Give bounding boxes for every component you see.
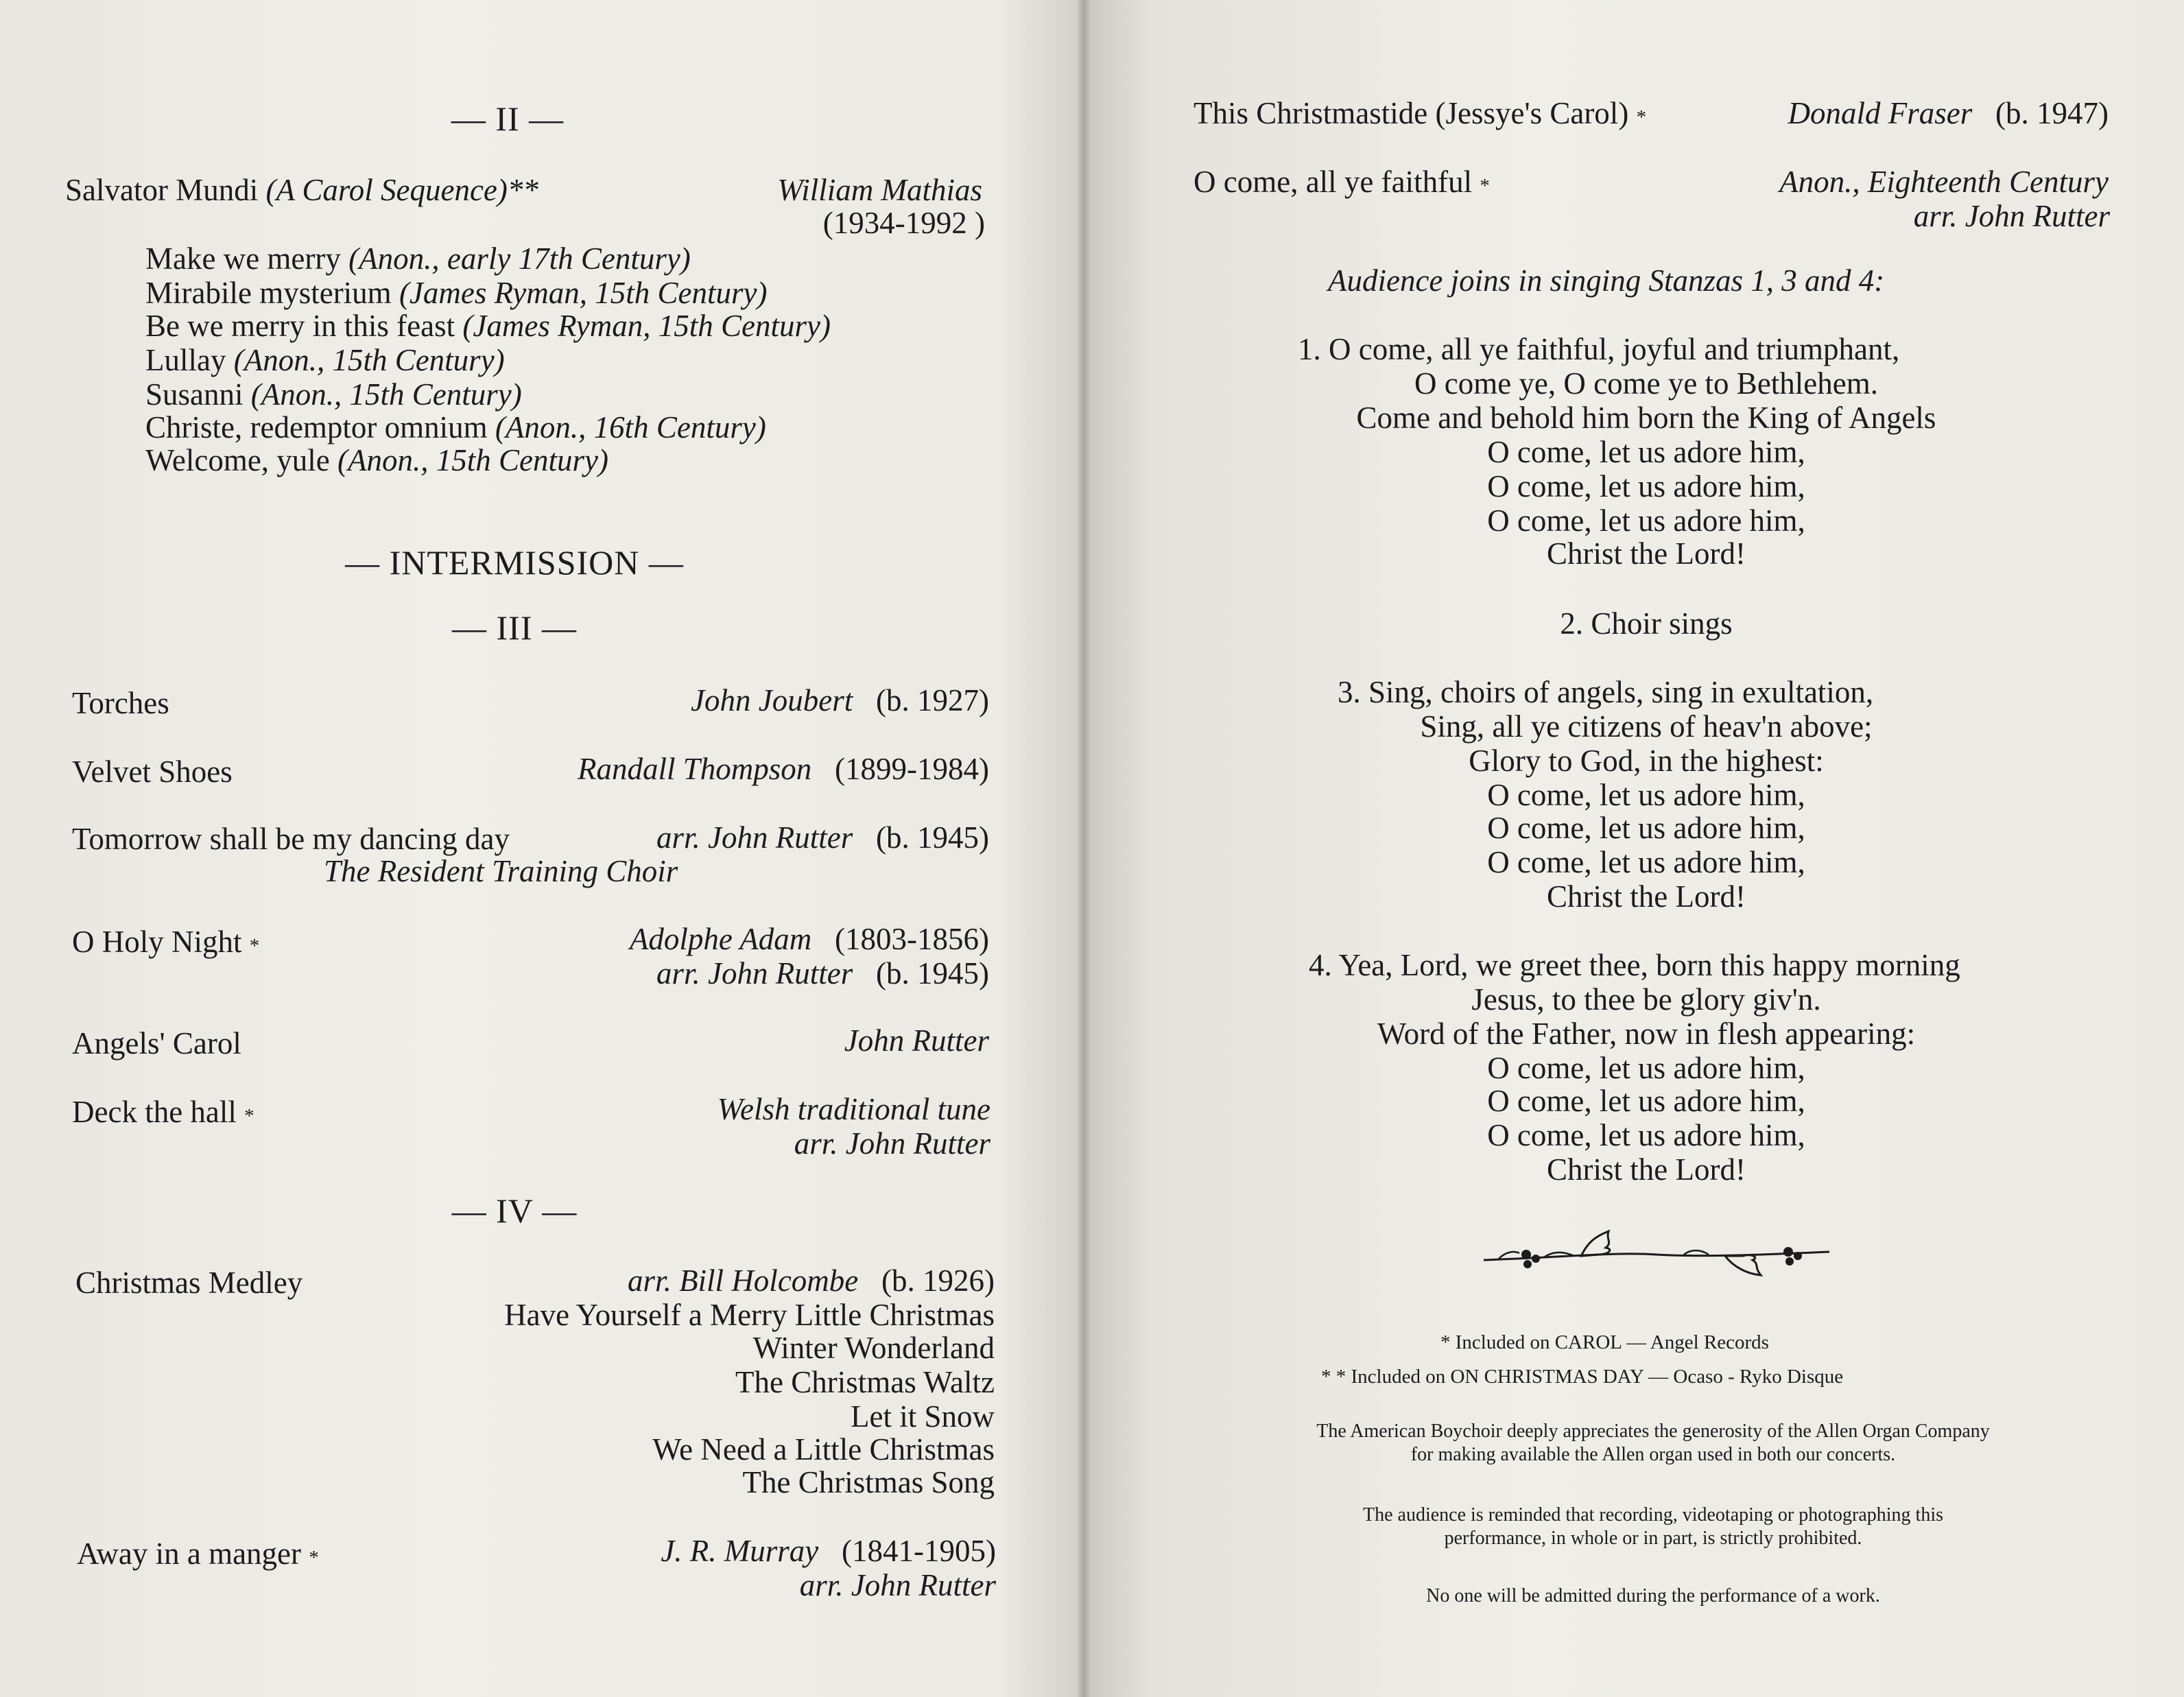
dates: (1899-1984) [835,752,989,786]
this-christmastide-title: This Christmastide [1194,96,1428,130]
stanza-3-line: O come, let us adore him, [1487,811,1805,845]
medley-song: The Christmas Waltz [735,1365,995,1399]
movement-title: Welcome, yule [145,443,330,477]
o-come-title-line [1194,165,1490,199]
o-come-title: O come, all ye faithful [1194,165,1473,199]
manger-credit [661,1534,996,1568]
dates: (1803-1856) [835,922,989,956]
stanza-1-line: O come, let us adore him, [1487,435,1805,469]
notice-line-1: The audience is reminded that recording, videotaping or photographing this [1363,1504,1943,1526]
stanza-3-line: O come, let us adore him, [1487,778,1805,812]
this-christmastide-title-line [1194,96,1646,130]
movement-source: (James Ryman, 15th Century) [399,276,768,310]
this-christmastide-subtitle: (Jessye's Carol) [1435,96,1629,130]
holly-sprig-icon [1478,1224,1835,1286]
movement-line [145,241,691,276]
stanza-1-line: O come, let us adore him, [1487,469,1805,503]
medley-song: Let it Snow [851,1399,995,1434]
footnote-mark: * [1636,106,1647,128]
stanza-4-line: O come, let us adore him, [1487,1118,1805,1152]
holy-night-title-line [72,925,259,959]
deck-hall-composer: Welsh traditional tune [717,1092,990,1126]
dates: (b. 1947) [1995,96,2109,130]
movement-source: (Anon., 15th Century) [250,377,522,412]
composer: Randall Thompson [578,752,812,786]
holy-night-credit [630,922,989,956]
notice-line-3: No one will be admitted during the performance of a work. [1426,1585,1880,1606]
composer: Donald Fraser [1788,96,1973,130]
salvator-title: Salvator Mundi [65,173,259,207]
thanks-line-2: for making available the Allen organ used in both our concerts. [1410,1444,1896,1465]
dates: (b. 1945) [876,820,989,855]
velvet-title: Velvet Shoes [72,755,233,789]
medley-song: The Christmas Song [742,1465,995,1499]
composer: J. R. Murray [661,1534,819,1568]
stanza-1-line: Christ the Lord! [1547,536,1746,571]
section-ii-heading: — II — [451,99,565,138]
salvator-title-line [65,173,538,207]
medley-song: We Need a Little Christmas [652,1432,995,1467]
medley-credit [628,1263,995,1298]
stanza-1-line: Come and behold him born the King of Angels [1356,401,1936,435]
stanza-1-line: O come ye, O come ye to Bethlehem. [1414,366,1879,401]
dates: (b. 1926) [881,1263,995,1298]
footnote-mark: * [244,1105,254,1127]
movement-line [145,377,522,412]
tomorrow-title: Tomorrow shall be my dancing day [72,822,510,856]
salvator-subtitle: (A Carol Sequence)** [265,173,538,207]
composer: Adolphe Adam [629,922,812,956]
manger-title-line [77,1536,319,1571]
stanza-3-line: Glory to God, in the highest: [1469,744,1824,778]
movement-line [145,443,608,477]
salvator-dates: (1934-1992 ) [822,206,985,240]
holy-night-arranger [656,956,989,990]
movement-source: (Anon., 15th Century) [233,343,505,377]
dates: (b. 1927) [876,683,989,717]
footnote-1: * Included on CAROL — Angel Records [1440,1331,1769,1353]
medley-title: Christmas Medley [75,1266,303,1300]
salvator-composer: William Mathias [777,173,982,207]
footnote-mark: * [309,1547,319,1569]
composer: arr. Bill Holcombe [628,1263,859,1298]
deck-hall-title: Deck the hall [72,1095,237,1129]
stanza-4-line: Christ the Lord! [1547,1152,1746,1187]
medley-song: Winter Wonderland [752,1331,995,1365]
book-gutter [1076,0,1092,1697]
composer: John Joubert [691,683,853,717]
stanza-4-line: O come, let us adore him, [1487,1051,1805,1085]
movement-line [145,276,768,310]
section-iii-heading: — III — [452,608,577,647]
dates: (b. 1945) [876,956,989,990]
movement-title: Make we merry [145,241,341,276]
dates: (1841-1905) [842,1534,996,1568]
stanza-3-line: O come, let us adore him, [1487,845,1805,879]
notice-line-2: performance, in whole or in part, is strictly prohibited. [1444,1528,1862,1549]
torches-credit [691,683,989,717]
velvet-credit [578,752,989,786]
tomorrow-performer: The Resident Training Choir [324,854,678,888]
movement-line [145,343,505,377]
movement-title: Be we merry in this feast [145,309,455,343]
tomorrow-credit [656,820,989,855]
footnote-mark: * [249,935,260,957]
torches-title: Torches [72,686,169,720]
stanza-1-line: 1. O come, all ye faithful, joyful and triumphant, [1298,332,1900,366]
movement-title: Lullay [145,343,226,377]
stanza-4-line: 4. Yea, Lord, we greet thee, born this happy morning [1309,948,1960,982]
movement-line [145,309,831,343]
movement-source: (James Ryman, 15th Century) [462,309,831,343]
arranger: arr. John Rutter [656,956,853,990]
stanza-4-line: O come, let us adore him, [1487,1084,1805,1118]
angels-carol-composer: John Rutter [844,1023,989,1058]
composer: arr. John Rutter [656,820,853,855]
stanza-3-line: Christ the Lord! [1547,879,1746,914]
stanza-3-line: 3. Sing, choirs of angels, sing in exultation, [1338,675,1874,709]
deck-hall-arranger: arr. John Rutter [794,1126,990,1161]
this-christmastide-credit [1788,96,2109,130]
movement-line [145,410,766,444]
deck-hall-title-line [72,1095,254,1129]
medley-song: Have Yourself a Merry Little Christmas [504,1298,995,1332]
manger-title: Away in a manger [77,1536,301,1571]
intermission-heading: — INTERMISSION — [345,543,684,582]
movement-title: Christe, redemptor omnium [145,410,488,444]
thanks-line-1: The American Boychoir deeply appreciates the generosity of the Allen Organ Company [1316,1421,1990,1442]
angels-carol-title: Angels' Carol [72,1026,241,1060]
footnote-mark: * [1480,175,1490,197]
stanza-1-line: O come, let us adore him, [1487,503,1805,538]
movement-source: (Anon., early 17th Century) [348,241,691,276]
o-come-arranger: arr. John Rutter [1913,199,2110,233]
manger-arranger: arr. John Rutter [799,1568,996,1602]
stanza-4-line: Jesus, to thee be glory giv'n. [1471,982,1821,1017]
stanza-4-line: Word of the Father, now in flesh appearing: [1377,1017,1916,1051]
footnote-2: * * Included on ON CHRISTMAS DAY — Ocaso - Ryko Disque [1321,1366,1844,1388]
audience-note: Audience joins in singing Stanzas 1, 3 and 4: [1328,263,1885,298]
movement-title: Mirabile mysterium [145,276,392,310]
movement-title: Susanni [145,377,244,412]
stanza-3-line: Sing, all ye citizens of heav'n above; [1420,709,1873,744]
movement-source: (Anon., 15th Century) [337,443,608,477]
o-come-composer: Anon., Eighteenth Century [1779,165,2109,199]
movement-source: (Anon., 16th Century) [495,410,766,444]
section-iv-heading: — IV — [451,1191,578,1230]
holy-night-title: O Holy Night [72,925,242,959]
stanza-2-line: 2. Choir sings [1560,606,1733,641]
